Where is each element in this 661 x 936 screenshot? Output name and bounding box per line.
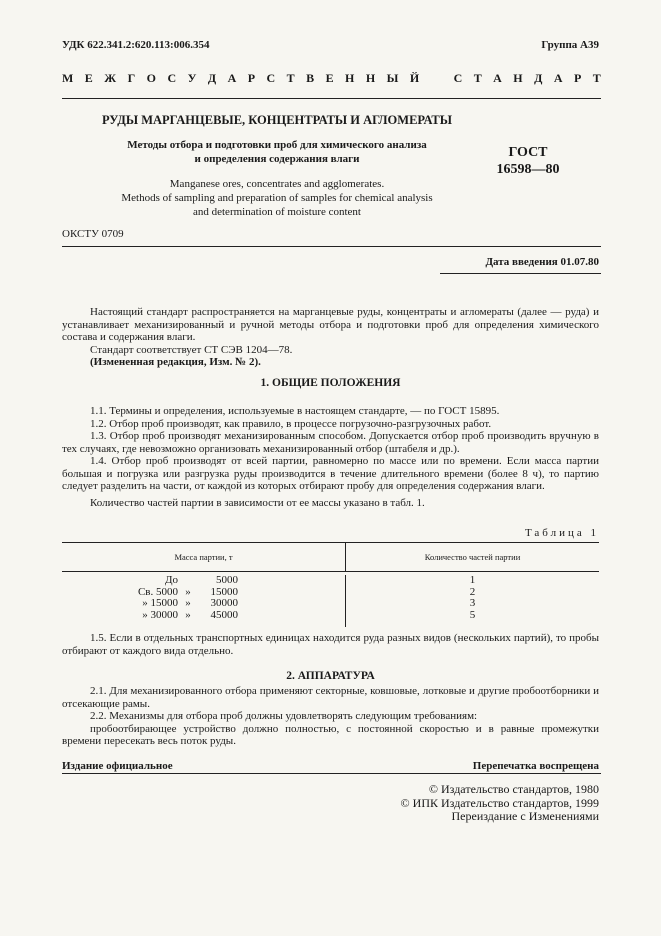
udk-code: УДК 622.341.2:620.113:006.354 xyxy=(62,39,210,51)
table-cell: 1 xyxy=(469,574,476,586)
section1-end-text xyxy=(62,632,599,657)
heading-letter: С xyxy=(167,71,177,85)
heading-letter: Н xyxy=(365,71,376,85)
table-cell: » xyxy=(185,608,191,621)
heading-letter: Т xyxy=(473,71,482,85)
heading-letter: Ж xyxy=(104,71,117,85)
official-edition-label: Издание официальное xyxy=(62,760,173,772)
copyright-block xyxy=(401,783,599,824)
standard-type-heading xyxy=(62,71,601,86)
paragraph: Стандарт соответствует СТ СЭВ 1204—78. xyxy=(90,343,293,356)
table-row xyxy=(62,575,345,587)
heading-letter: О xyxy=(146,71,157,85)
heading-letter: Р xyxy=(247,71,256,85)
header-rule xyxy=(62,98,601,99)
date-rule xyxy=(440,273,601,274)
table-cell: » xyxy=(185,597,191,609)
paragraph: пробоотбирающее устройство должно полностью, с постоянной скоростью и в равные промежутки времени пересекать весь поток руды. xyxy=(62,722,599,747)
section-title: 2. АППАРАТУРА xyxy=(286,670,375,682)
heading-letter: С xyxy=(266,71,276,85)
heading-letter: Т xyxy=(592,71,601,85)
copyright-line: © Издательство стандартов, 1980 xyxy=(428,782,599,796)
document-subtitle: Методы отбора и подготовки проб для химического анализа и определения содержания влаги xyxy=(127,139,427,165)
count-column xyxy=(346,575,599,627)
heading-letter: Е xyxy=(84,71,93,85)
reprint-notice: Перепечатка воспрещена xyxy=(472,760,599,772)
paragraph: (Измененная редакция, Изм. № 2). xyxy=(90,356,261,368)
table-cell: » 30000 xyxy=(142,608,178,621)
table-cell: » 15000 xyxy=(142,597,178,609)
column-header: Количество частей партии xyxy=(424,552,521,562)
paragraph: Настоящий стандарт распространяется на марганцевые руды, концентраты и агломераты (далее — руда) и устанавливает механизированный и ручной методы отбора и подготовки проб для определения химического состава и содержания влаги. xyxy=(62,306,599,343)
heading-letter: Д xyxy=(207,71,217,85)
heading-letter: Й xyxy=(409,71,420,85)
effective-date: Дата введения 01.07.80 xyxy=(485,256,599,268)
section1-text xyxy=(62,405,599,509)
english-title: Manganese ores, concentrates and agglomerates. Methods of sampling and preparation of samples for chemical analysis and determination of moisture content xyxy=(121,178,433,218)
paragraph: 1.5. Если в отдельных транспортных единицах находится руда разных видов (нескольких партий), то пробы отбирают от каждого вида отдельно. xyxy=(62,632,599,657)
table-cell: Св. 5000 xyxy=(137,585,178,598)
heading-letter: С xyxy=(453,71,463,85)
table-cell: 15000 xyxy=(210,585,238,598)
heading-letter: У xyxy=(187,71,197,85)
table-cell: 5000 xyxy=(216,574,238,586)
table-cell: 30000 xyxy=(210,597,238,609)
copyright-line: Переиздание с Изменениями xyxy=(451,809,599,823)
table-cell: 3 xyxy=(469,597,476,609)
table-caption: Таблица 1 xyxy=(524,527,599,539)
heading-letter: Н xyxy=(345,71,355,85)
group-code: Группа А39 xyxy=(541,39,599,51)
table-cell: 5 xyxy=(469,608,476,621)
paragraph: 1.1. Термины и определения, используемые в настоящем стандарте, — по ГОСТ 15895. xyxy=(90,405,500,417)
heading-letter: Р xyxy=(573,71,582,85)
okstu-code: ОКСТУ 0709 xyxy=(62,228,124,240)
table-cell xyxy=(178,575,198,587)
heading-letter: В xyxy=(306,71,315,85)
paragraph: 2.1. Для механизированного отбора применяют секторные, ковшовые, лотковые и другие пробоотборники и отсекающие рамы. xyxy=(62,685,599,710)
column-header: Масса партии, т xyxy=(62,543,346,571)
document-title: РУДЫ МАРГАНЦЕВЫЕ, КОНЦЕНТРАТЫ И АГЛОМЕРАТЫ xyxy=(101,113,452,127)
intro-text xyxy=(62,306,599,369)
table-body xyxy=(62,572,599,627)
heading-letter: А xyxy=(553,71,563,85)
mass-column xyxy=(62,575,346,627)
section-title: 1. ОБЩИЕ ПОЛОЖЕНИЯ xyxy=(260,377,401,389)
heading-letter: А xyxy=(227,71,237,85)
gost-number: ГОСТ 16598—80 xyxy=(496,145,560,177)
table-cell: 2 xyxy=(469,585,476,598)
heading-letter: Г xyxy=(127,71,136,85)
table-row xyxy=(62,587,345,599)
table-cell: » xyxy=(185,585,191,598)
section2-text xyxy=(62,685,599,748)
table-row xyxy=(62,610,345,622)
heading-letter: Ы xyxy=(386,71,399,85)
table-row xyxy=(62,598,345,610)
table-cell: 45000 xyxy=(210,608,238,621)
table-cell: До xyxy=(164,574,178,586)
heading-letter: А xyxy=(493,71,502,85)
heading-letter: Т xyxy=(286,71,295,85)
paragraph: 2.2. Механизмы для отбора проб должны удовлетворять следующим требованиям: xyxy=(90,710,478,722)
paragraph: 1.2. Отбор проб производят, как правило, в процессе погрузочно-разгрузочных работ. xyxy=(90,417,492,430)
footer-rule xyxy=(62,773,601,774)
heading-letter: М xyxy=(62,71,74,85)
paragraph: Количество частей партии в зависимости от ее массы указано в табл. 1. xyxy=(90,496,425,509)
heading-letter: Н xyxy=(513,71,523,85)
paragraph: 1.4. Отбор проб производят от всей партии, равномерно по массе или по времени. Если масса партии большая и погрузка или разгрузка руды производится в течение длительного времени (более 8 ч), то партию следует разделить на части, от каждой из которых отбирают пробу для определения содержания влаги. xyxy=(62,455,599,492)
paragraph: 1.3. Отбор проб производят механизированным способом. Допускается отбор проб производить вручную в тех случаях, где невозможно организовать механизированный отбор (штабеля и др.). xyxy=(62,430,599,455)
copyright-line: © ИПК Издательство стандартов, 1999 xyxy=(400,795,599,810)
heading-letter: Д xyxy=(534,71,543,85)
table-1 xyxy=(62,542,599,627)
table-header xyxy=(62,542,599,572)
heading-letter: Е xyxy=(325,71,334,85)
okstu-rule xyxy=(62,246,601,247)
